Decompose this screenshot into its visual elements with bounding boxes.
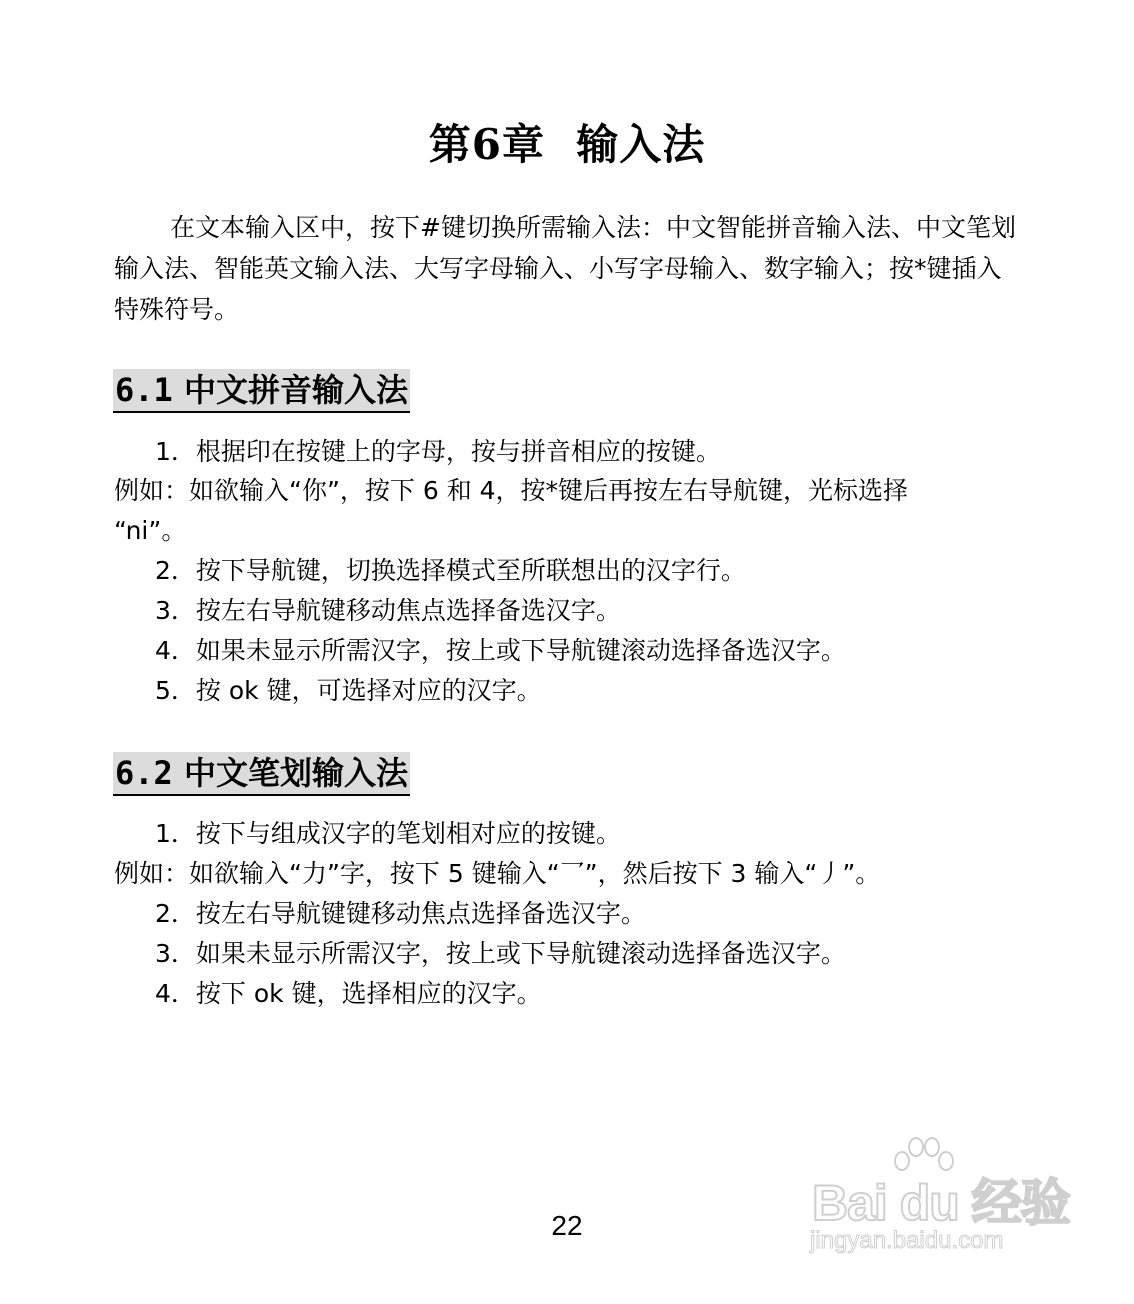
- stroke-step-2: 2．按左右导航键键移动焦点选择备选汉字。: [155, 899, 646, 928]
- chapter-title: 第6章 输入法: [428, 120, 706, 169]
- section-title: 中文笔划输入法: [183, 754, 408, 792]
- pinyin-step-4: 4．如果未显示所需汉字，按上或下导航键滚动选择备选汉字。: [155, 636, 846, 665]
- section-title: 中文拼音输入法: [183, 371, 408, 409]
- section-number: 6.2: [115, 754, 173, 792]
- watermark-url: jingyan.baidu.com: [810, 1227, 1004, 1254]
- stroke-step-1: 1．按下与组成汉字的笔划相对应的按键。: [155, 819, 621, 848]
- pinyin-step-5: 5．按 ok 键，可选择对应的汉字。: [155, 676, 542, 705]
- stroke-step-3: 3．如果未显示所需汉字，按上或下导航键滚动选择备选汉字。: [155, 939, 846, 968]
- watermark-brand: Bai du 经验: [812, 1175, 1070, 1231]
- pinyin-step-2: 2．按下导航键，切换选择模式至所联想出的汉字行。: [155, 556, 746, 585]
- pinyin-example-line-2: “ni”。: [114, 516, 187, 545]
- pinyin-step-1: 1．根据印在按键上的字母，按与拼音相应的按键。: [155, 437, 721, 466]
- baidu-jingyan-watermark: [800, 1135, 1070, 1265]
- section-number: 6.1: [115, 371, 173, 409]
- pinyin-step-3: 3．按左右导航键移动焦点选择备选汉字。: [155, 596, 621, 625]
- stroke-step-4: 4．按下 ok 键，选择相应的汉字。: [155, 979, 542, 1008]
- section-heading-6-1: [113, 369, 410, 413]
- page-number: 22: [551, 1210, 583, 1241]
- intro-paragraph: 在文本输入区中，按下#键切换所需输入法：中文智能拼音输入法、中文笔划输入法、智能英文输入法、大写字母输入、小写字母输入、数字输入；按*键插入特殊符号。: [114, 213, 1016, 324]
- pinyin-example-line-1: 例如：如欲输入“你”，按下 6 和 4，按*键后再按左右导航键，光标选择: [114, 476, 909, 505]
- stroke-example: 例如：如欲输入“力”字，按下 5 键输入“乛”，然后按下 3 输入“丿”。: [114, 859, 881, 888]
- section-heading-6-2: [113, 752, 410, 796]
